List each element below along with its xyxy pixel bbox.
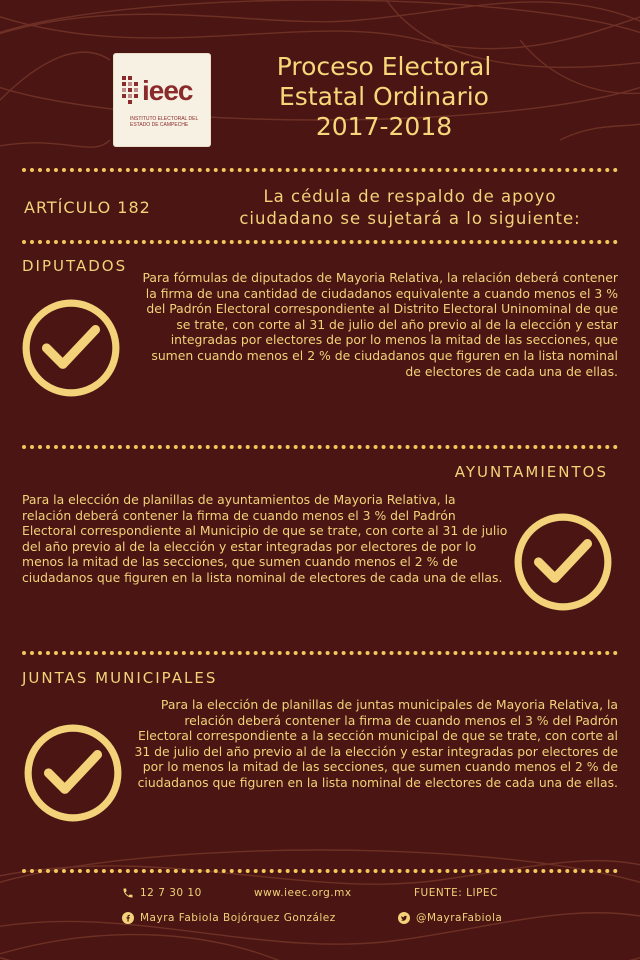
logo-squares-icon (122, 76, 144, 106)
article-intro-line-1: La cédula de respaldo de apoyo (263, 187, 557, 206)
ieec-logo (114, 54, 210, 146)
twitter-icon (398, 912, 410, 924)
footer-website[interactable]: www.ieec.org.mx (254, 887, 352, 899)
facebook-icon (122, 912, 134, 924)
article-intro-line-2: ciudadano se sujetará a lo siguiente: (239, 209, 581, 228)
checkmark-circle-icon (20, 297, 122, 399)
title-line-2: Estatal Ordinario (279, 82, 489, 111)
footer-source: FUENTE: LIPEC (414, 887, 498, 899)
article-intro (200, 186, 620, 230)
phone-number: 12 7 30 10 (140, 887, 202, 899)
section-text-diputados: Para fórmulas de diputados de Mayoria Relativa, la relación deberá contener la firma de una cantidad de ciudadanos equivalente a cuando menos el 3 % del Padrón Electoral correspondiente al Distrito Electoral Uninominal de que se trate, con corte al 31 de julio del año previo al de la elección y estar integradas por electores de por lo menos la mitad de las secciones, que sumen cuando menos el 2 % de ciudadanos que figuren en la lista nominal de electores de cada una de ellas. (142, 270, 618, 379)
title-line-1: Proceso Electoral (276, 52, 492, 81)
section-heading-juntas: JUNTAS MUNICIPALES (22, 669, 218, 687)
twitter-handle: @MayraFabiola (416, 912, 503, 924)
section-heading-ayuntamientos: AYUNTAMIENTOS (454, 463, 608, 481)
section-text-ayuntamientos: Para la elección de planillas de ayuntamientos de Mayoria Relativa, la relación deberá contener la firma de cuando menos el 3 % del Padrón Electoral correspondiente al Municipio de que se trate, con corte al 31 de julio del año previo al de la elección y estar integradas por electores de por lo menos la mitad de las secciones, que sumen cuando menos el 2 % de ciudadanos que figuren en la lista nominal de electores de cada una de ellas. (22, 492, 508, 585)
section-text-juntas: Para la elección de planillas de juntas municipales de Mayoria Relativa, la relación deberá contener la firma de cuando menos el 3 % del Padrón Electoral correspondiente a la sección municipal de que se trate, con corte al 31 de julio del año previo al de la elección y estar integradas por electores de por lo menos la mitad de las secciones, que sumen cuando menos el 2 % de ciudadanos que figuren en la lista nominal de electores de cada una de ellas. (134, 697, 618, 790)
divider (22, 445, 618, 449)
checkmark-circle-icon (512, 511, 614, 613)
divider (22, 240, 618, 244)
footer-twitter[interactable] (398, 912, 502, 924)
footer-author[interactable] (122, 912, 336, 924)
logo-brand: ieec (142, 75, 193, 106)
article-label: ARTÍCULO 182 (24, 198, 151, 217)
divider (22, 869, 618, 873)
phone-icon (122, 887, 134, 899)
page-title (214, 52, 554, 142)
divider (22, 651, 618, 655)
title-line-3: 2017-2018 (315, 112, 453, 141)
divider (22, 168, 618, 172)
author-name: Mayra Fabiola Bojórquez González (140, 912, 336, 924)
section-heading-diputados: DIPUTADOS (22, 257, 128, 275)
logo-subtitle: INSTITUTO ELECTORAL DEL ESTADO DE CAMPECHE (130, 116, 199, 128)
checkmark-circle-icon (22, 722, 124, 824)
footer-phone (122, 887, 202, 899)
